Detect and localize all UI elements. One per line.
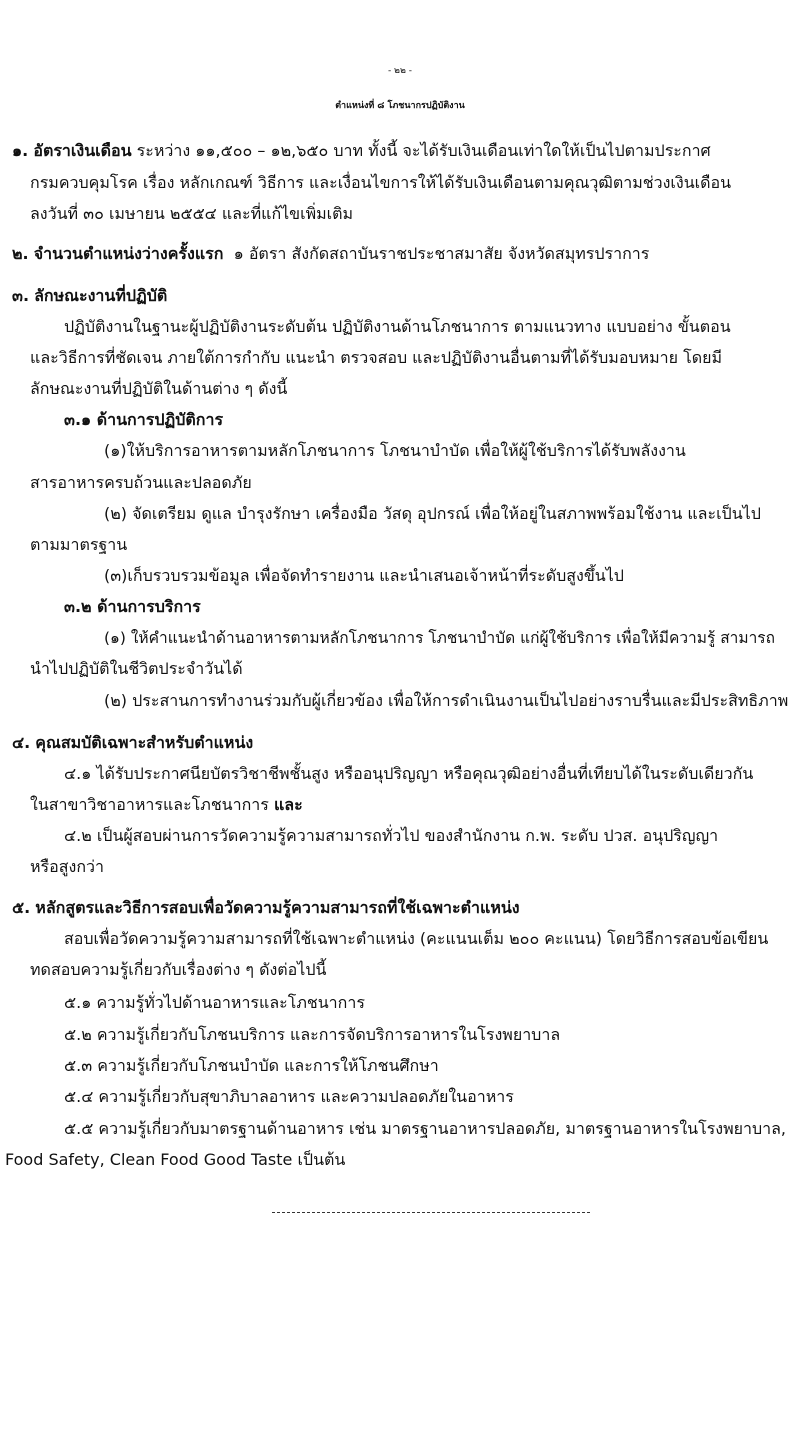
section-5-intro-1: สอบเพื่อวัดความรู้ความสามารถที่ใช้เฉพาะตำแหน่ง (คะแนนเต็ม ๒๐๐ คะแนน) โดยวิธีการสอบข้อเขียน: [64, 929, 769, 948]
position-title: ตำแหน่งที่ ๘ โภชนากรปฏิบัติงาน: [335, 101, 465, 111]
section-1-line-3: ลงวันที่ ๓๐ เมษายน ๒๕๕๔ และที่แก้ไขเพิ่มเติม: [30, 204, 354, 223]
section-5-intro-2: ทดสอบความรู้เกี่ยวกับเรื่องต่าง ๆ ดังต่อไปนี้: [30, 960, 327, 979]
section-5-item-3: ๕.๓ ความรู้เกี่ยวกับโภชนบำบัด และการให้โภชนศึกษา: [64, 1056, 439, 1075]
section-3-heading: ลักษณะงานที่ปฏิบัติ: [34, 286, 168, 305]
section-3-1-item-1a: (๑)ให้บริการอาหารตามหลักโภชนาการ โภชนาบำบัด เพื่อให้ผู้ใช้บริการได้รับพลังงาน: [104, 441, 686, 460]
section-1-number: ๑.: [12, 141, 29, 160]
section-5-item-2: ๕.๒ ความรู้เกี่ยวกับโภชนบริการ และการจัดบริการอาหารในโรงพยาบาล: [64, 1025, 561, 1044]
section-4-item-2a: ๔.๒ เป็นผู้สอบผ่านการวัดความรู้ความสามารถทั่วไป ของสำนักงาน ก.พ. ระดับ ปวส. อนุปริญญา: [64, 826, 719, 845]
page-number: - ๒๒ -: [387, 66, 413, 76]
section-3-2-item-1a: (๑) ให้คำแนะนำด้านอาหารตามหลักโภชนาการ โภชนาบำบัด แก่ผู้ใช้บริการ เพื่อให้มีความรู้ สามารถ: [104, 629, 775, 647]
section-2-text: ๑ อัตรา สังกัดสถาบันราชประชาสมาสัย จังหวัดสมุทรปราการ: [233, 244, 650, 263]
section-1-line-1: [12, 140, 711, 162]
section-5-number: ๕.: [12, 898, 31, 917]
section-2-heading: จำนวนตำแหน่งว่างครั้งแรก: [33, 244, 224, 263]
section-3-2-item-1b: นำไปปฏิบัติในชีวิตประจำวันได้: [30, 659, 243, 678]
section-4-item-1a: ๔.๑ ได้รับประกาศนียบัตรวิชาชีพชั้นสูง หรืออนุปริญญา หรือคุณวุฒิอย่างอื่นที่เทียบได้ในระดับเดียวกัน: [64, 764, 754, 783]
section-5-item-5a: ๕.๕ ความรู้เกี่ยวกับมาตรฐานด้านอาหาร เช่น มาตรฐานอาหารปลอดภัย, มาตรฐานอาหารในโรงพยาบาล,: [64, 1119, 787, 1138]
section-4-header: [12, 732, 253, 754]
section-3-1-item-1b: สารอาหารครบถ้วนและปลอดภัย: [30, 473, 252, 492]
section-4-number: ๔.: [12, 733, 31, 752]
section-1-text: ระหว่าง ๑๑,๕๐๐ – ๑๒,๖๕๐ บาท ทั้งนี้ จะได้รับเงินเดือนเท่าใดให้เป็นไปตามประกาศ: [136, 141, 711, 160]
section-1-line-2: กรมควบคุมโรค เรื่อง หลักเกณฑ์ วิธีการ และเงื่อนไขการให้ได้รับเงินเดือนตามคุณวุฒิตามช่วงเงินเดือน: [30, 173, 732, 192]
section-4-item-1b-text: ในสาขาวิชาอาหารและโภชนาการ: [30, 795, 269, 814]
section-4-item-1b-and: และ: [273, 795, 303, 814]
section-3-1-item-2a: (๒) จัดเตรียม ดูแล บำรุงรักษา เครื่องมือ วัสดุ อุปกรณ์ เพื่อให้อยู่ในสภาพพร้อมใช้งาน และเป็นไป: [104, 504, 761, 523]
end-divider: [272, 1212, 590, 1213]
section-3-header: [12, 285, 167, 307]
section-4-item-1b: [30, 794, 303, 816]
section-5-item-4: ๕.๔ ความรู้เกี่ยวกับสุขาภิบาลอาหาร และความปลอดภัยในอาหาร: [64, 1087, 514, 1106]
section-4-item-2b: หรือสูงกว่า: [30, 857, 104, 876]
section-3-1-item-2b: ตามมาตรฐาน: [30, 535, 128, 554]
section-5-item-5b: Food Safety, Clean Food Good Taste เป็นต้น: [5, 1150, 346, 1169]
section-3-intro-3: ลักษณะงานที่ปฏิบัติในด้านต่าง ๆ ดังนี้: [30, 379, 288, 398]
section-5-heading: หลักสูตรและวิธีการสอบเพื่อวัดความรู้ความสามารถที่ใช้เฉพาะตำแหน่ง: [35, 898, 520, 917]
section-3-1-heading: ๓.๑ ด้านการปฏิบัติการ: [64, 410, 224, 429]
section-3-2-item-2: (๒) ประสานการทำงานร่วมกับผู้เกี่ยวข้อง เพื่อให้การดำเนินงานเป็นไปอย่างราบรื่นและมีประสิทธิภาพ: [104, 691, 789, 710]
section-3-number: ๓.: [12, 286, 30, 305]
section-4-heading: คุณสมบัติเฉพาะสำหรับตำแหน่ง: [35, 733, 254, 752]
section-5-header: [12, 897, 520, 919]
section-5-item-1: ๕.๑ ความรู้ทั่วไปด้านอาหารและโภชนาการ: [64, 993, 365, 1012]
section-3-intro-1: ปฏิบัติงานในฐานะผู้ปฏิบัติงานระดับต้น ปฏิบัติงานด้านโภชนาการ ตามแนวทาง แบบอย่าง ขั้นตอน: [64, 317, 731, 336]
section-2-number: ๒.: [12, 244, 29, 263]
section-3-intro-2: และวิธีการที่ชัดเจน ภายใต้การกำกับ แนะนำ ตรวจสอบ และปฏิบัติงานอื่นตามที่ได้รับมอบหมาย โดยมี: [30, 348, 723, 367]
section-1-heading: อัตราเงินเดือน: [33, 141, 132, 160]
section-2-line: [12, 243, 649, 265]
section-3-1-item-3: (๓)เก็บรวบรวมข้อมูล เพื่อจัดทำรายงาน และนำเสนอเจ้าหน้าที่ระดับสูงขึ้นไป: [104, 566, 624, 585]
section-3-2-heading: ๓.๒ ด้านการบริการ: [64, 597, 201, 616]
